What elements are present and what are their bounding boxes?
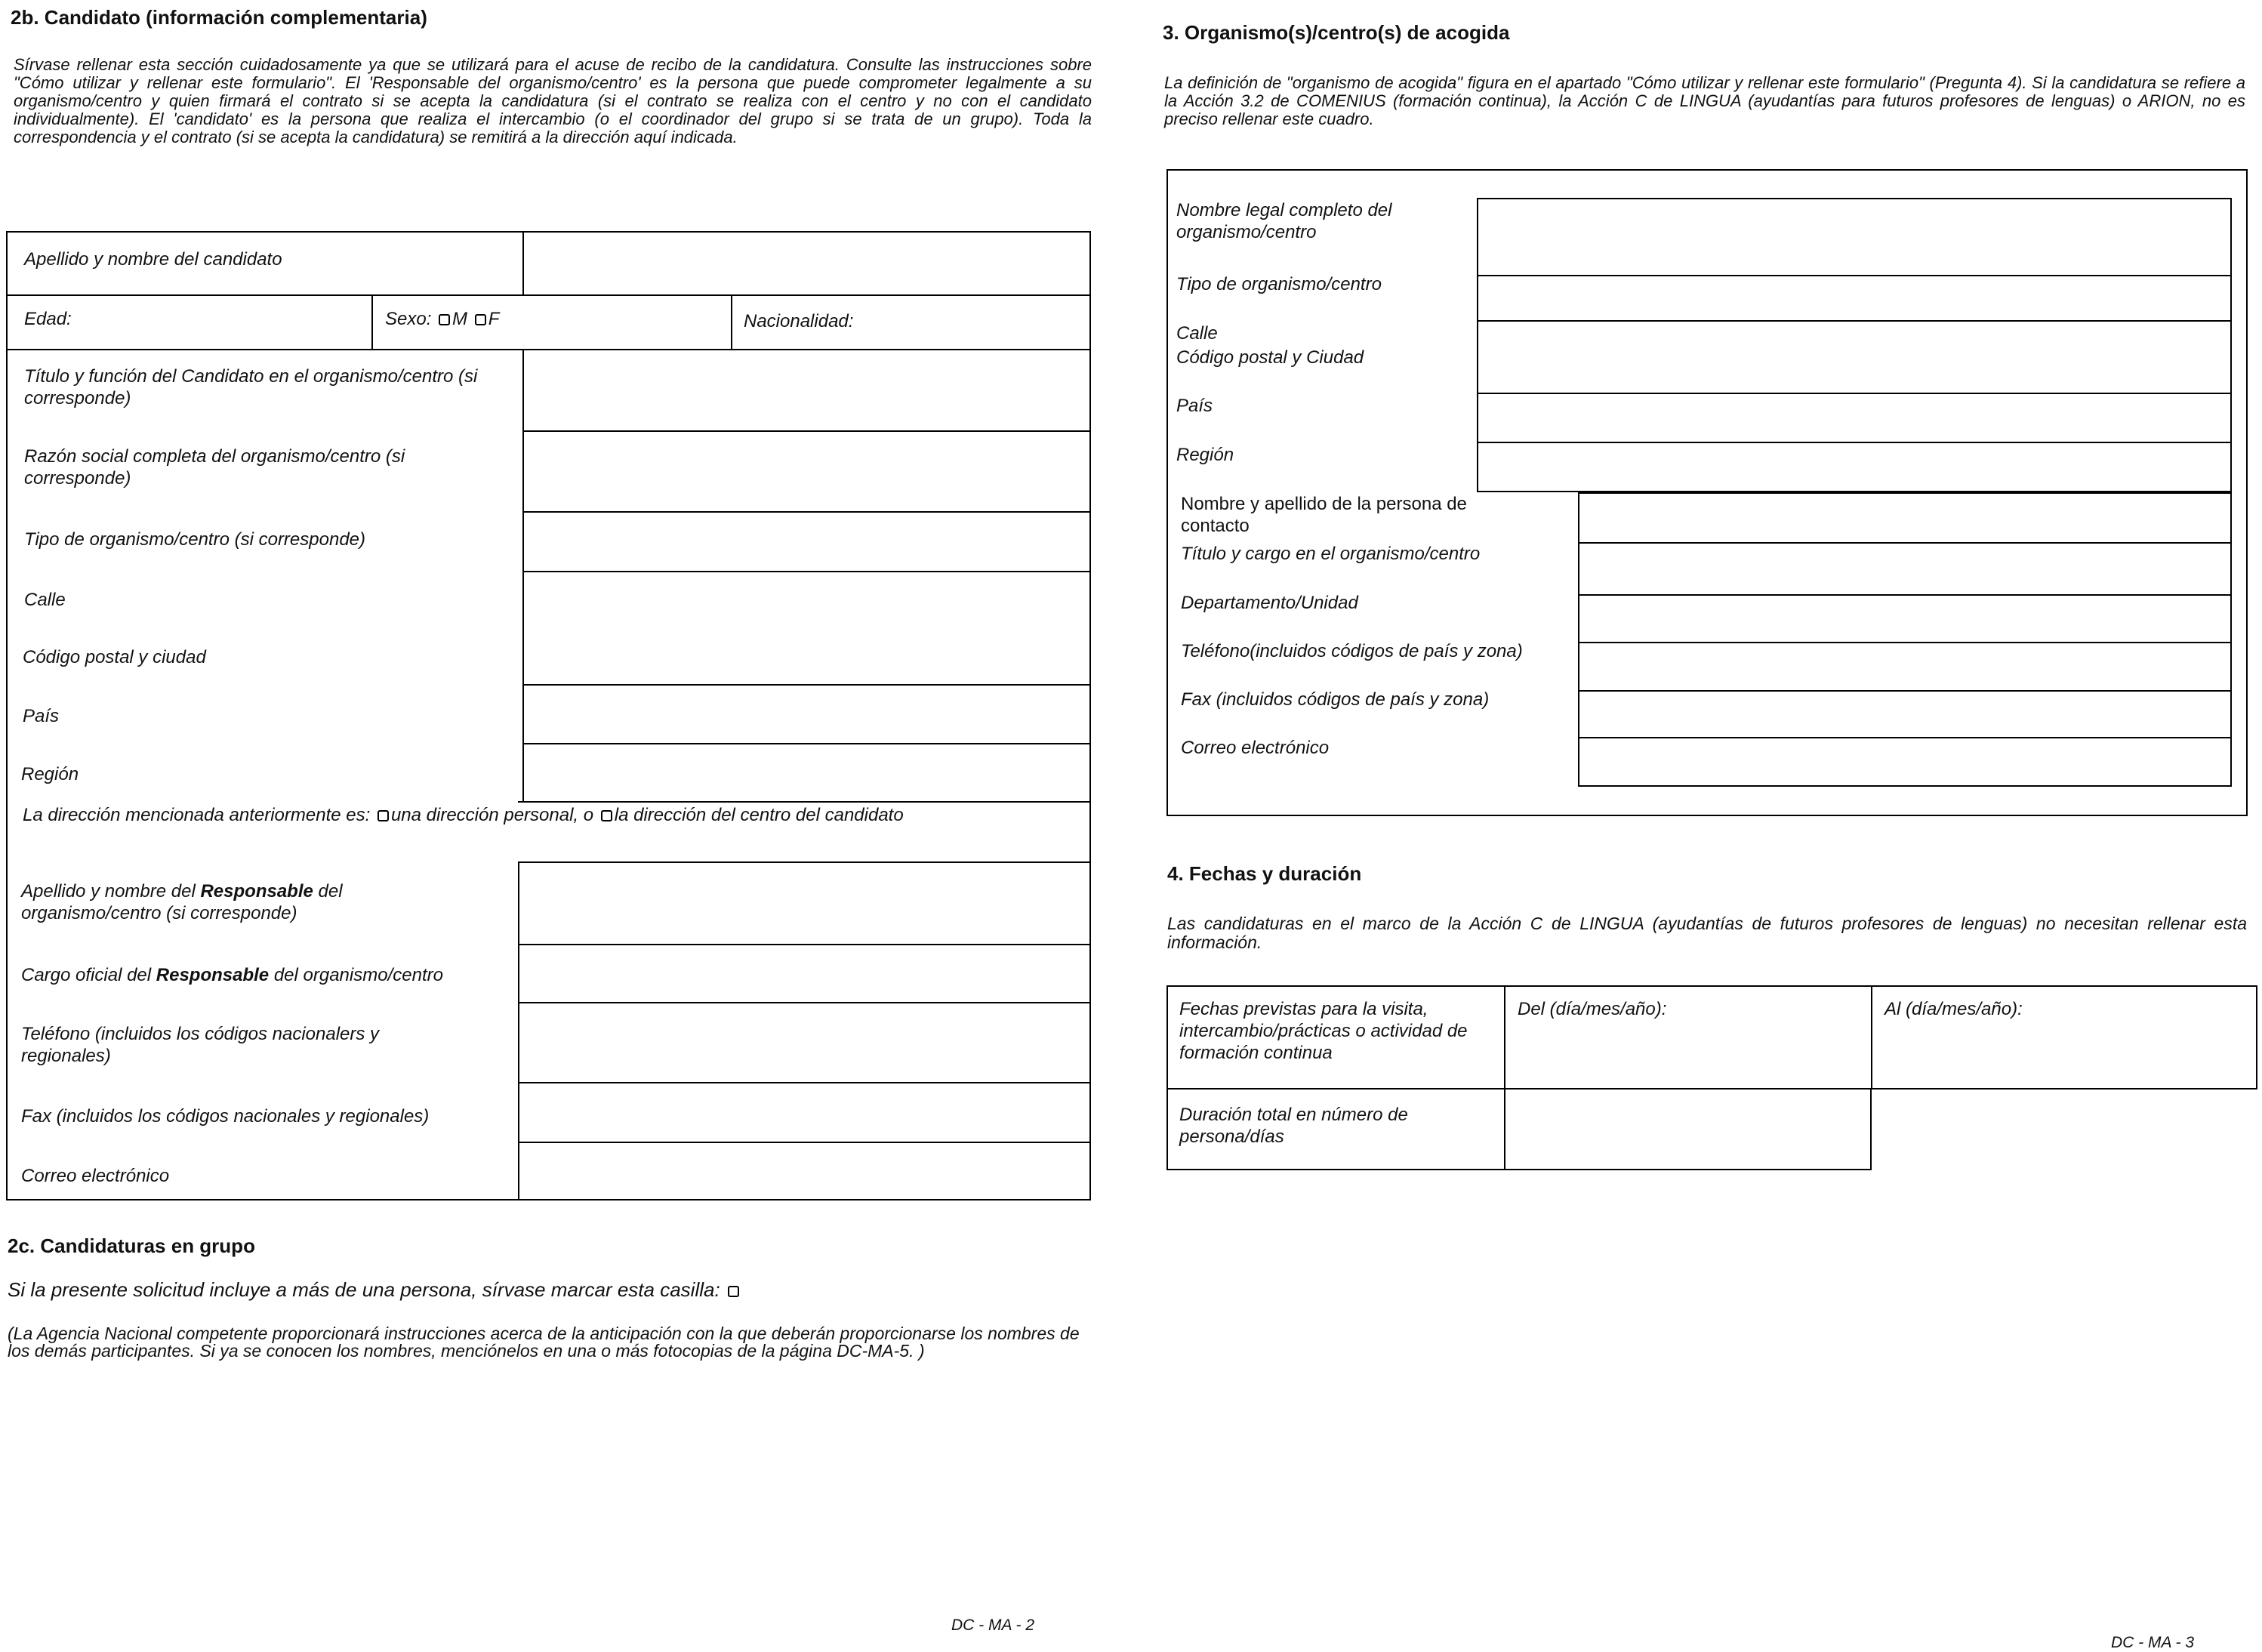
region-label: Región [21, 764, 79, 784]
host-country-label: País [1176, 396, 1213, 416]
responsible-name-label: Apellido y nombre del Responsable del organismo/centro (si corresponde) [21, 881, 343, 923]
age-label: Edad: [24, 309, 72, 329]
host-email-label: Correo electrónico [1181, 738, 1330, 758]
host-region-label: Región [1176, 445, 1234, 465]
duration-input[interactable] [1510, 1093, 1866, 1166]
candidate-title-input[interactable] [529, 353, 1086, 426]
email-input[interactable] [524, 1146, 1086, 1196]
center-address-checkbox[interactable] [601, 810, 612, 821]
country-label: País [23, 706, 60, 726]
nationality-label: Nacionalidad: [744, 311, 854, 331]
host-fax-input[interactable] [1582, 693, 2227, 734]
section-3-heading: 3. Organismo(s)/centro(s) de acogida [1163, 21, 1510, 44]
group-checkbox[interactable] [728, 1286, 739, 1297]
host-fax-label: Fax (incluidos códigos de país y zona) [1181, 689, 1490, 710]
age-input[interactable] [106, 299, 362, 344]
section-4-heading: 4. Fechas y duración [1167, 862, 1362, 885]
group-note: (La Agencia Nacional competente proporcionará instrucciones acerca de la anticipación con la que deberán proporcionarse los nombres de los demás participantes. Si ya se conocen los nombres, menciónelos en una o más fotocopias de la página DC-MA-5. ) [8, 1324, 1080, 1361]
host-address-input[interactable] [1481, 323, 2227, 390]
sex-m-label: M [452, 309, 468, 329]
sex-f-checkbox[interactable] [475, 314, 486, 325]
date-to-input[interactable] [1877, 1027, 2251, 1086]
dates-planned-label: Fechas previstas para la visita, intercambio/prácticas o actividad de formación continua [1179, 999, 1468, 1063]
contact-title-input[interactable] [1582, 545, 2227, 591]
contact-name-label: Nombre y apellido de la persona de contacto [1181, 494, 1467, 536]
host-region-input[interactable] [1481, 445, 2227, 489]
host-street-label: Calle [1176, 323, 1218, 344]
date-to-label: Al (día/mes/año): [1884, 999, 2023, 1019]
sex-field [385, 308, 499, 330]
host-postal-city-label: Código postal y Ciudad [1176, 347, 1364, 368]
date-from-label: Del (día/mes/año): [1518, 999, 1667, 1019]
responsible-name-input[interactable] [524, 866, 1086, 940]
business-name-input[interactable] [529, 435, 1086, 507]
section-2c-heading: 2c. Candidaturas en grupo [8, 1234, 255, 1257]
fax-label: Fax (incluidos los códigos nacionales y regionales) [21, 1106, 430, 1127]
personal-address-label: una dirección personal, o [390, 805, 594, 825]
group-question: Si la presente solicitud incluye a más de una persona, sírvase marcar esta casilla: [8, 1279, 741, 1301]
candidate-title-label: Título y función del Candidato en el organismo/centro (si corresponde) [24, 366, 478, 408]
section-2b-heading: 2b. Candidato (información complementaria) [11, 6, 427, 29]
contact-name-input[interactable] [1582, 495, 2227, 539]
page-footer-left: DC - MA - 2 [951, 1617, 1035, 1634]
region-input[interactable] [529, 747, 1086, 797]
center-address-label: la dirección del centro del candidato [614, 805, 904, 825]
org-type-input[interactable] [529, 516, 1086, 567]
contact-title-label: Título y cargo en el organismo/centro [1181, 544, 1481, 564]
responsible-position-label: Cargo oficial del Responsable del organismo/centro [21, 965, 443, 985]
street-label: Calle [24, 590, 66, 610]
host-country-input[interactable] [1481, 396, 2227, 439]
postal-code-city-label: Código postal y ciudad [23, 647, 206, 667]
candidate-name-label: Apellido y nombre del candidato [24, 249, 282, 270]
host-phone-label: Teléfono(incluidos códigos de país y zona) [1181, 641, 1523, 661]
nationality-input[interactable] [876, 299, 1087, 344]
country-input[interactable] [529, 689, 1086, 740]
host-legal-name-label: Nombre legal completo del organismo/centro [1176, 200, 1392, 242]
section-2b-intro: Sírvase rellenar esta sección cuidadosamente ya que se utilizará para el acuse de recibo de la candidatura. Consulte las instrucciones sobre "Cómo utilizar y rellenar este formulario". El 'Responsable del organismo/centro' es la persona que puede comprometer legalmente a su organismo/centro y quien firmará el contrato si se acepta la candidatura (si el contrato se realiza con el centro y no con el candidato individualmente). El 'candidato' es la persona que realiza el intercambio (o el coordinador del grupo si se trata de un grupo). Toda la correspondencia y el contrato (si se acepta la candidatura) se remitirá a la dirección aquí indicada. [14, 55, 1092, 146]
host-email-input[interactable] [1582, 740, 2227, 784]
host-type-input[interactable] [1481, 278, 2227, 317]
business-name-label: Razón social completa del organismo/centro (si corresponde) [24, 446, 405, 489]
host-phone-input[interactable] [1582, 645, 2227, 687]
sex-m-checkbox[interactable] [439, 314, 450, 325]
department-input[interactable] [1582, 597, 2227, 639]
host-legal-name-input[interactable] [1481, 202, 2227, 272]
org-type-label: Tipo de organismo/centro (si corresponde) [24, 529, 366, 550]
fax-input[interactable] [524, 1086, 1086, 1138]
page-footer-right: DC - MA - 3 [2111, 1634, 2195, 1651]
date-from-input[interactable] [1510, 1027, 1865, 1086]
phone-input[interactable] [524, 1006, 1086, 1078]
phone-label: Teléfono (incluidos los códigos nacionalers y regionales) [21, 1024, 380, 1066]
address-type-line [23, 804, 904, 826]
personal-address-checkbox[interactable] [378, 810, 389, 821]
department-label: Departamento/Unidad [1181, 593, 1358, 613]
section-3-intro: La definición de "organismo de acogida" figura en el apartado "Cómo utilizar y rellenar este formulario" (Pregunta 4). Si la candidatura se refiere a la Acción 3.2 de COMENIUS (formación continua), la Acción C de LINGUA (ayudantías para futuros profesores de lenguas) o ARION, no es preciso rellenar este cuadro. [1164, 73, 2245, 128]
duration-label: Duración total en número de persona/días [1179, 1105, 1408, 1147]
sex-f-label: F [488, 309, 500, 329]
address-input[interactable] [529, 575, 1086, 681]
host-type-label: Tipo de organismo/centro [1176, 274, 1382, 294]
section-4-intro: Las candidaturas en el marco de la Acción C de LINGUA (ayudantías de futuros profesores de lenguas) no necesitan rellenar esta información. [1167, 914, 2247, 952]
sex-label: Sexo: [385, 309, 432, 329]
email-label: Correo electrónico [21, 1166, 170, 1186]
address-type-label: La dirección mencionada anteriormente es: [23, 805, 371, 825]
responsible-position-input[interactable] [524, 948, 1086, 998]
candidate-name-input[interactable] [529, 236, 1086, 290]
